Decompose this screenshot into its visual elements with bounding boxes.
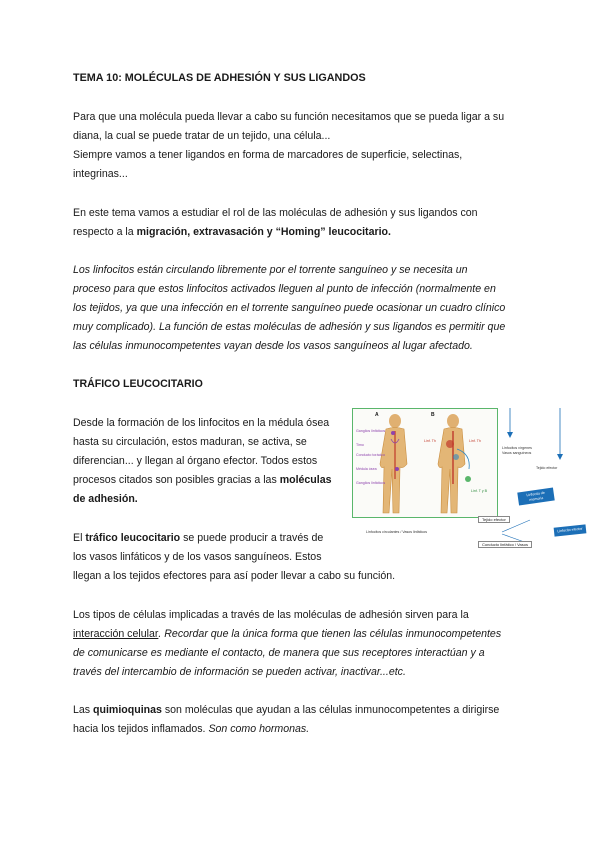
- quimio-prefix-2: hacia los tejidos inflamados.: [73, 723, 209, 735]
- tipos-line-4: través del intercambio de información se pueden activar, inactivar...etc.: [73, 666, 406, 678]
- trafico-bold-2: de adhesión.: [73, 493, 138, 505]
- figure-label-b: B: [431, 412, 435, 418]
- trafico-line-1: Desde la formación de los linfocitos en la médula ósea: [73, 417, 330, 429]
- intro-line-1: Para que una molécula pueda llevar a cabo su función necesitamos que se pueda ligar a su: [73, 111, 505, 123]
- body-figure-b: [438, 414, 471, 513]
- side-note-1: Linfocitos vírgenes: [502, 446, 532, 450]
- box-conducto: Conducto linfático / Vasos: [478, 541, 532, 548]
- italic-line-5: las células inmunocompetentes vayan desde los vasos sanguíneos al lugar afectado.: [73, 340, 473, 352]
- trafico2-line-1: [73, 531, 323, 545]
- intro-line-2: diana, la cual se puede tratar de un tejido, una célula...: [73, 130, 331, 142]
- trafico2-bold: tráfico leucocitario: [85, 532, 181, 544]
- blue-box-efector: Linfocito efector: [554, 524, 587, 536]
- quimio-line-1: [73, 703, 499, 717]
- trafico2-suffix: se puede producir a través de: [180, 532, 324, 544]
- trafico-line-3: diferencian... y llegan al órgano efector. Todos estos: [73, 455, 318, 467]
- italic-line-4: muy complicado). La función de estas moléculas de adhesión y sus ligandos es permitir que: [73, 321, 506, 333]
- label-linf-th-2: Linf. Th: [469, 439, 481, 443]
- label-ganglios-2: Ganglios linfáticos: [356, 481, 386, 485]
- trafico-line-2: hasta su circulación, estos maduran, se activa, se: [73, 436, 307, 448]
- side-note-3: Tejido efector: [536, 466, 558, 470]
- topic-line-2-text: respecto a la: [73, 226, 137, 238]
- anatomy-illustration-panel: [352, 408, 498, 518]
- quimio-suffix: son moléculas que ayudan a las células inmunocompetentes a dirigirse: [161, 704, 500, 716]
- label-conducto: Conducto torácico: [356, 453, 385, 457]
- trafico2-line-2: los vasos linfáticos y de los vasos sanguíneos. Estos: [73, 551, 322, 563]
- quimio-bold: quimioquinas: [93, 704, 162, 716]
- label-timo: Timo: [356, 443, 364, 447]
- intro-line-3: Siempre vamos a tener ligandos en forma de marcadores de superficie, selectinas,: [73, 149, 463, 161]
- label-ganglios-1: Ganglios linfáticos: [356, 429, 386, 433]
- tipos-line-3: de comunicarse es mediante el contacto, de manera que sus receptores interactúan y a: [73, 647, 485, 659]
- quimio-italic: Son como hormonas.: [208, 723, 310, 735]
- lymphocyte-traffic-figure: [350, 408, 586, 558]
- label-linf-tb: Linf. T y B: [471, 489, 488, 493]
- italic-line-2: proceso para que estos linfocitos activados lleguen al punto de infección (normalmente en: [73, 283, 496, 295]
- label-linf-th-1: Linf. Th: [424, 439, 436, 443]
- figure-label-a: A: [375, 412, 379, 418]
- trafico2-prefix: El: [73, 532, 86, 544]
- flow-label: Linfocitos circulantes / Vasos linfáticos: [366, 530, 428, 534]
- tipos-line-1: Los tipos de células implicadas a través de las moléculas de adhesión sirven para la: [73, 609, 469, 621]
- intro-line-4: integrinas...: [73, 168, 128, 180]
- label-medula: Médula ósea: [356, 467, 377, 471]
- tipos-line-2: [73, 627, 501, 641]
- topic-bold-text: migración, extravasación y “Homing” leucocitario.: [136, 226, 391, 238]
- blue-box-memoria: Linfocito de memoria: [517, 488, 554, 506]
- quimio-line-2: [73, 722, 309, 736]
- section-heading: TRÁFICO LEUCOCITARIO: [73, 378, 203, 390]
- page-title: TEMA 10: MOLÉCULAS DE ADHESIÓN Y SUS LIGANDOS: [73, 72, 366, 84]
- side-note-2: Vasos sanguíneos: [502, 451, 532, 455]
- tipos-underlined: interacción celular: [73, 628, 159, 640]
- topic-line-1: En este tema vamos a estudiar el rol de las moléculas de adhesión y sus ligandos con: [73, 207, 478, 219]
- topic-line-2: [73, 225, 391, 239]
- trafico-bold-1: moléculas: [279, 474, 332, 486]
- italic-line-3: los tejidos, ya que una infección en el torrente sanguíneo puede ocasionar un cuadro clínico: [73, 302, 506, 314]
- trafico-line-4-text: procesos citados son posibles gracias a las: [73, 474, 280, 486]
- tipos-italic-2: . Recordar que la única forma que tienen las células inmunocompetentes: [158, 628, 502, 640]
- anatomy-illustration: [353, 409, 497, 517]
- flow-arrows: [500, 408, 586, 558]
- trafico2-line-3: llegan a los tejidos efectores para así poder llevar a cabo su función.: [73, 570, 396, 582]
- trafico-line-4: [73, 473, 332, 487]
- italic-line-1: Los linfocitos están circulando libremente por el torrente sanguíneo y se necesita un: [73, 264, 468, 276]
- quimio-prefix: Las: [73, 704, 94, 716]
- box-tejido-efector: Tejido efector: [478, 516, 510, 523]
- trafico-line-5: [73, 492, 138, 506]
